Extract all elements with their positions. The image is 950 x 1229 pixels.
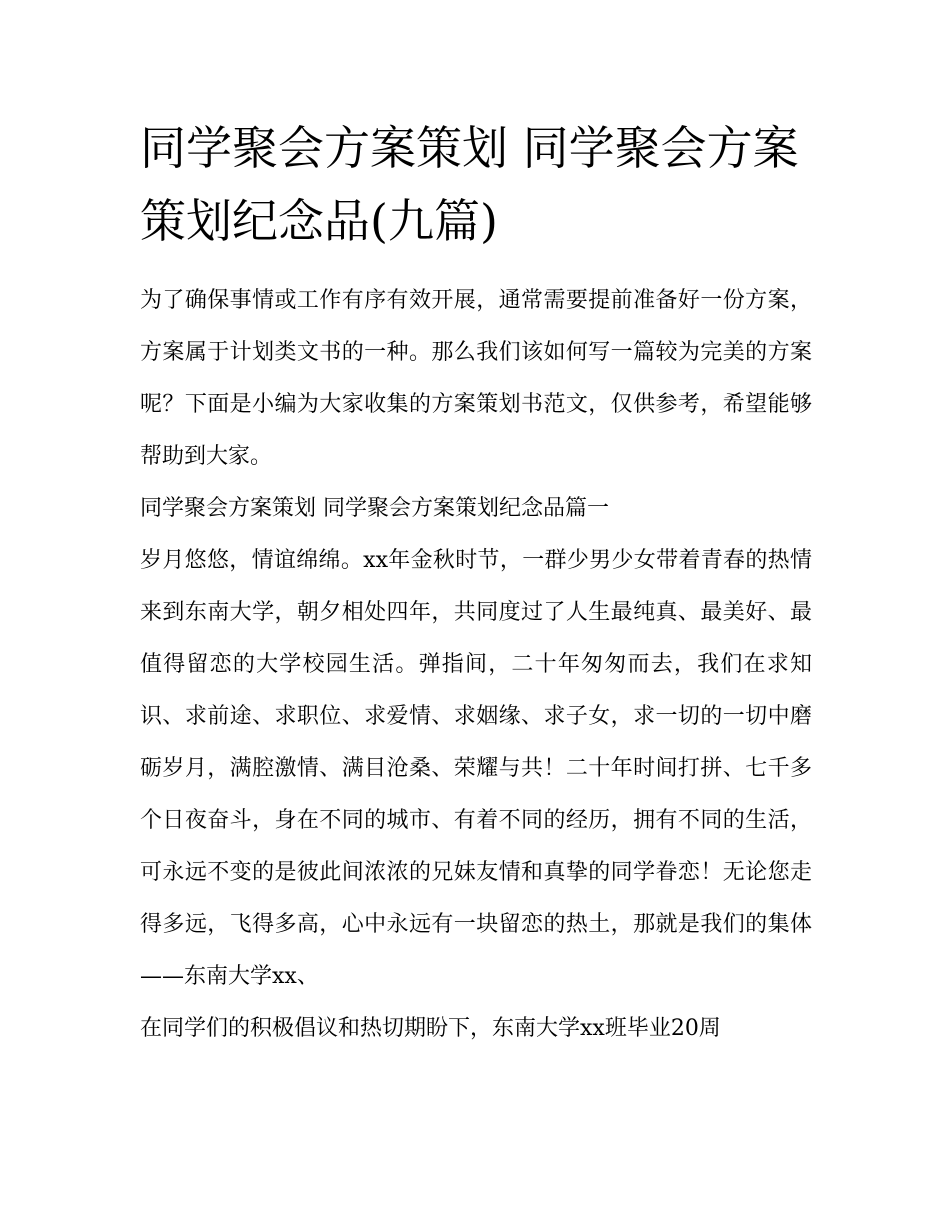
document-page xyxy=(140,0,812,1229)
document-body xyxy=(140,275,812,1055)
section-heading: 同学聚会方案策划 同学聚会方案策划纪念品篇一 xyxy=(140,496,609,521)
body-paragraph: 在同学们的积极倡议和热切期盼下，东南大学xx班毕业20周 xyxy=(140,1016,721,1041)
document-title: 同学聚会方案策划 同学聚会方案策划纪念品(九篇) xyxy=(140,121,799,248)
body-paragraph: 岁月悠悠，情谊绵绵。xx年金秋时节，一群少男少女带着青春的热情来到东南大学，朝夕相处四年，共同度过了人生最纯真、最美好、最值得留恋的大学校园生活。弹指间，二十年匆匆而去，我们在求知识、求前途、求职位、求爱情、求姻缘、求子女，求一切的一切中磨砺岁月，满腔激情、满目沧桑、荣耀与共！二十年时间打拼、七千多个日夜奋斗，身在不同的城市、有着不同的经历，拥有不同的生活，可永远不变的是彼此间浓浓的兄妹友情和真挚的同学眷恋！无论您走得多远，飞得多高，心中永远有一块留恋的热土，那就是我们的集体——东南大学xx、 xyxy=(140,548,812,989)
intro-paragraph: 为了确保事情或工作有序有效开展，通常需要提前准备好一份方案，方案属于计划类文书的一种。那么我们该如何写一篇较为完美的方案呢？下面是小编为大家收集的方案策划书范文，仅供参考，希望能够帮助到大家。 xyxy=(140,288,812,469)
